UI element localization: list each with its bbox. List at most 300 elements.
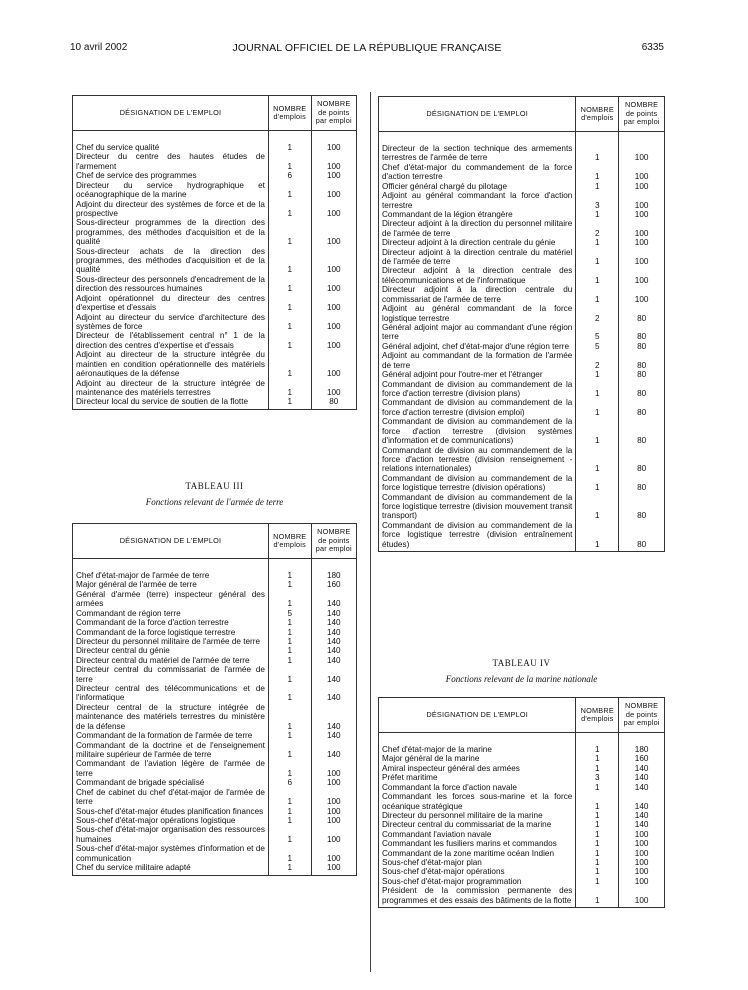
table-row bbox=[379, 877, 665, 886]
row-designation: Directeur adjoint à la direction centrale du matériel de l'armée de terre bbox=[379, 248, 576, 267]
table-row bbox=[73, 656, 357, 665]
row-count: 1 bbox=[576, 285, 619, 304]
row-points: 100 bbox=[634, 895, 649, 905]
table-row bbox=[73, 294, 357, 313]
row-count: 1 bbox=[576, 754, 619, 763]
row-count: 1 bbox=[576, 163, 619, 182]
table-row bbox=[73, 816, 357, 825]
table-row bbox=[379, 323, 665, 342]
row-count: 6 bbox=[268, 171, 311, 180]
row-points: 100 bbox=[326, 768, 341, 778]
issue-date: 10 avril 2002 bbox=[70, 42, 128, 53]
row-points: 80 bbox=[637, 407, 647, 417]
row-points: 140 bbox=[634, 782, 649, 792]
table-row bbox=[73, 275, 357, 294]
row-designation: Major général de l'armée de terre bbox=[73, 580, 269, 589]
table-row bbox=[379, 839, 665, 848]
row-count: 1 bbox=[268, 844, 311, 863]
row-count: 1 bbox=[268, 684, 311, 703]
row-designation: Sous-chef d'état-major plan bbox=[379, 858, 576, 867]
row-points: 100 bbox=[326, 340, 341, 350]
table-row bbox=[73, 628, 357, 637]
row-designation: Directeur du service hydrographique et océanographique de la marine bbox=[73, 181, 269, 200]
row-count: 1 bbox=[268, 350, 311, 378]
row-designation: Commandant de région terre bbox=[73, 609, 269, 618]
row-points: 140 bbox=[326, 655, 341, 665]
col-header-count: NOMBRE d'emplois bbox=[576, 97, 619, 132]
table-row bbox=[73, 618, 357, 627]
table-row bbox=[73, 350, 357, 378]
row-count: 1 bbox=[268, 759, 311, 778]
row-count: 1 bbox=[576, 132, 619, 163]
table-row bbox=[379, 380, 665, 399]
table-row bbox=[379, 792, 665, 811]
table-row bbox=[379, 764, 665, 773]
table-row bbox=[73, 807, 357, 816]
row-designation: Directeur de l'établissement central n° 1 de la direction des centres d'expertise et d'essais bbox=[73, 331, 269, 350]
table-row bbox=[379, 830, 665, 839]
row-count: 1 bbox=[576, 764, 619, 773]
row-designation: Directeur central du matériel de l'armée de terre bbox=[73, 656, 269, 665]
row-designation: Sous-chef d'état-major organisation des ressources humaines bbox=[73, 825, 269, 844]
row-designation: Chef de service des programmes bbox=[73, 171, 269, 180]
table-row bbox=[73, 181, 357, 200]
table-row bbox=[379, 132, 665, 163]
row-designation: Commandant de division au commandement de la force logistique terrestre (division mouvement transit transport) bbox=[379, 493, 576, 521]
row-count: 1 bbox=[268, 807, 311, 816]
row-points: 140 bbox=[634, 820, 649, 830]
row-points: 100 bbox=[326, 863, 341, 873]
row-points: 100 bbox=[634, 275, 649, 285]
row-count: 1 bbox=[268, 628, 311, 637]
row-designation: Sous-chef d'état-major programmation bbox=[379, 877, 576, 886]
row-designation: Commandant de division au commandement de la force logistique terrestre (division entraînement études) bbox=[379, 521, 576, 552]
row-count: 1 bbox=[576, 182, 619, 191]
row-designation: Sous-directeur achats de la direction des programmes, des méthodes d'acquisition et de la qualité bbox=[73, 247, 269, 275]
tableau-iv-table bbox=[378, 697, 665, 908]
row-designation: Commandant de division au commandement de la force d'action terrestre (division plans) bbox=[379, 380, 576, 399]
row-count: 6 bbox=[268, 778, 311, 787]
row-points: 80 bbox=[637, 539, 647, 549]
row-count: 1 bbox=[268, 379, 311, 398]
row-count: 1 bbox=[576, 811, 619, 820]
table-row bbox=[379, 811, 665, 820]
row-designation: Chef du service militaire adapté bbox=[73, 863, 269, 875]
row-count: 1 bbox=[576, 877, 619, 886]
table-row bbox=[379, 342, 665, 351]
row-points: 80 bbox=[637, 511, 647, 521]
row-count: 1 bbox=[576, 521, 619, 552]
row-count: 1 bbox=[268, 618, 311, 627]
row-designation: Chef de cabinet du chef d'état-major de l'armée de terre bbox=[73, 788, 269, 807]
row-designation: Général adjoint pour l'outre-mer et l'étranger bbox=[379, 370, 576, 379]
row-points: 100 bbox=[326, 387, 341, 397]
table-row bbox=[379, 820, 665, 829]
table-row bbox=[379, 733, 665, 755]
table-row bbox=[73, 637, 357, 646]
row-count: 1 bbox=[268, 665, 311, 684]
table-row bbox=[73, 331, 357, 350]
row-designation: Directeur central du commissariat de la marine bbox=[379, 820, 576, 829]
row-designation: Directeur central du commissariat de l'armée de terre bbox=[73, 665, 269, 684]
table-row bbox=[73, 397, 357, 409]
table-row bbox=[73, 379, 357, 398]
row-count: 1 bbox=[576, 417, 619, 445]
row-designation: Président de la commission permanente des programmes et des essais des bâtiments de la flotte bbox=[379, 886, 576, 907]
row-count: 1 bbox=[268, 275, 311, 294]
row-points: 100 bbox=[634, 867, 649, 877]
row-designation: Adjoint au directeur de la structure intégrée de maintenance des matériels terrestres bbox=[73, 379, 269, 398]
row-count: 1 bbox=[268, 590, 311, 609]
row-designation: Directeur du centre des hautes études de l'armement bbox=[73, 152, 269, 171]
row-designation: Directeur du personnel militaire de la marine bbox=[379, 811, 576, 820]
table-row bbox=[73, 788, 357, 807]
row-points: 80 bbox=[637, 388, 647, 398]
table-row bbox=[379, 867, 665, 876]
table-row bbox=[379, 773, 665, 782]
tableau-iv-caption bbox=[378, 658, 665, 684]
table-row bbox=[73, 665, 357, 684]
row-designation: Commandant de division au commandement de la force d'action terrestre (division renseignement - relations internationales) bbox=[379, 446, 576, 474]
row-designation: Chef d'état-major de l'armée de terre bbox=[73, 559, 269, 581]
row-designation: Directeur adjoint à la direction centrale du commissariat de l'armée de terre bbox=[379, 285, 576, 304]
table-row bbox=[379, 266, 665, 285]
row-designation: Commandant de division au commandement de la force logistique terrestre (division opérations) bbox=[379, 474, 576, 493]
row-points: 140 bbox=[326, 693, 341, 703]
row-count: 1 bbox=[268, 731, 311, 740]
table-continuation-left bbox=[72, 95, 357, 410]
row-count: 1 bbox=[268, 200, 311, 219]
row-designation: Directeur de la section technique des armements terrestres de l'armée de terre bbox=[379, 132, 576, 163]
table-row bbox=[73, 646, 357, 655]
row-designation: Directeur local du service de soutien de la flotte bbox=[73, 397, 269, 409]
row-points: 100 bbox=[326, 143, 341, 152]
page-header bbox=[70, 42, 664, 56]
row-designation: Chef du service qualité bbox=[73, 131, 269, 153]
table-row bbox=[379, 886, 665, 907]
row-count: 1 bbox=[576, 493, 619, 521]
col-header-points: NOMBRE de points par emploi bbox=[311, 524, 356, 559]
row-points: 100 bbox=[326, 237, 341, 247]
row-count: 2 bbox=[576, 351, 619, 370]
row-designation: Commandant de la doctrine et de l'enseignement militaire supérieur de l'armée de terre bbox=[73, 741, 269, 760]
row-points: 100 bbox=[634, 876, 649, 886]
row-count: 1 bbox=[268, 656, 311, 665]
col-header-points: NOMBRE de points par emploi bbox=[619, 97, 665, 132]
table-row bbox=[73, 609, 357, 618]
row-count: 1 bbox=[576, 849, 619, 858]
row-designation: Commandant de brigade spécialisé bbox=[73, 778, 269, 787]
row-points: 100 bbox=[634, 848, 649, 858]
row-designation: Sous-chef d'état-major opérations logistique bbox=[73, 816, 269, 825]
row-designation: Commandant de division au commandement de la force d'action terrestre (division emploi) bbox=[379, 398, 576, 417]
row-points: 100 bbox=[326, 208, 341, 218]
journal-title: JOURNAL OFFICIEL DE LA RÉPUBLIQUE FRANÇAISE bbox=[232, 42, 502, 54]
table-row bbox=[379, 219, 665, 238]
row-designation: Directeur central du génie bbox=[73, 646, 269, 655]
row-points: 140 bbox=[326, 599, 341, 609]
table-row bbox=[379, 182, 665, 191]
row-designation: Commandant de la force d'action terrestre bbox=[73, 618, 269, 627]
row-points: 100 bbox=[634, 829, 649, 839]
row-count: 1 bbox=[268, 825, 311, 844]
table-row bbox=[73, 247, 357, 275]
col-header-count: NOMBRE d'emplois bbox=[268, 96, 311, 131]
row-points: 100 bbox=[326, 853, 341, 863]
page-number: 6335 bbox=[641, 42, 664, 53]
row-count: 5 bbox=[576, 342, 619, 351]
table-row bbox=[73, 152, 357, 171]
row-designation: Commandant les fusiliers marins et commandos bbox=[379, 839, 576, 848]
row-designation: Directeur adjoint à la direction centrale des télécommunications et de l'informatique bbox=[379, 266, 576, 285]
row-designation: Directeur adjoint à la direction du personnel militaire de l'armée de terre bbox=[379, 219, 576, 238]
row-points: 140 bbox=[326, 750, 341, 760]
col-header-designation: DÉSIGNATION DE L'EMPLOI bbox=[379, 97, 576, 132]
row-points: 100 bbox=[326, 369, 341, 379]
col-header-designation: DÉSIGNATION DE L'EMPLOI bbox=[379, 698, 576, 733]
table-row bbox=[379, 304, 665, 323]
row-designation: Officier général chargé du pilotage bbox=[379, 182, 576, 191]
row-points: 100 bbox=[326, 778, 341, 788]
row-points: 140 bbox=[634, 801, 649, 811]
row-points: 100 bbox=[326, 161, 341, 171]
col-header-designation: DÉSIGNATION DE L'EMPLOI bbox=[73, 96, 269, 131]
row-count: 1 bbox=[268, 816, 311, 825]
table-row bbox=[73, 703, 357, 731]
row-points: 100 bbox=[326, 806, 341, 816]
row-points: 100 bbox=[326, 303, 341, 313]
row-points: 140 bbox=[634, 810, 649, 820]
row-count: 1 bbox=[268, 580, 311, 589]
table-row bbox=[379, 351, 665, 370]
tableau-iv-title: TABLEAU IV bbox=[492, 658, 551, 668]
table-row bbox=[73, 863, 357, 875]
row-points: 80 bbox=[637, 313, 647, 323]
row-count: 1 bbox=[268, 703, 311, 731]
row-designation: Adjoint du directeur des systèmes de force et de la prospective bbox=[73, 200, 269, 219]
row-points: 140 bbox=[326, 627, 341, 637]
row-points: 160 bbox=[634, 754, 649, 764]
row-count: 1 bbox=[576, 398, 619, 417]
table-row bbox=[379, 398, 665, 417]
row-points: 100 bbox=[634, 181, 649, 191]
row-points: 80 bbox=[637, 436, 647, 446]
row-points: 140 bbox=[326, 721, 341, 731]
row-points: 100 bbox=[326, 815, 341, 825]
row-count: 1 bbox=[268, 331, 311, 350]
row-designation: Général adjoint major au commandant d'une région terre bbox=[379, 323, 576, 342]
row-designation: Sous-chef d'état-major systèmes d'information et de communication bbox=[73, 844, 269, 863]
row-designation: Chef d'état-major du commandement de la force d'action terrestre bbox=[379, 163, 576, 182]
row-designation: Adjoint opérationnel du directeur des centres d'expertise et d'essais bbox=[73, 294, 269, 313]
row-count: 1 bbox=[576, 830, 619, 839]
row-count: 1 bbox=[268, 247, 311, 275]
row-designation: Adjoint au commandant de la formation de l'armée de terre bbox=[379, 351, 576, 370]
row-designation: Adjoint au directeur de la structure intégrée du maintien en condition opérationnelle des matériels aéronautiques de la défense bbox=[73, 350, 269, 378]
row-points: 100 bbox=[634, 228, 649, 238]
table-row bbox=[379, 474, 665, 493]
table-row bbox=[379, 493, 665, 521]
row-designation: Adjoint au directeur du service d'architecture des systèmes de force bbox=[73, 313, 269, 332]
table-row bbox=[73, 171, 357, 180]
row-points: 180 bbox=[634, 745, 649, 754]
table-row bbox=[379, 754, 665, 763]
row-points: 80 bbox=[637, 370, 647, 380]
column-divider bbox=[370, 92, 371, 972]
row-designation: Général adjoint, chef d'état-major d'une région terre bbox=[379, 342, 576, 351]
row-points: 100 bbox=[326, 322, 341, 332]
row-designation: Préfet maritime bbox=[379, 773, 576, 782]
table-continuation-right bbox=[378, 96, 665, 552]
row-designation: Directeur central de la structure intégrée de maintenance des matériels terrestres du ministère de la défense bbox=[73, 703, 269, 731]
row-points: 100 bbox=[634, 858, 649, 868]
row-count: 1 bbox=[268, 741, 311, 760]
row-points: 100 bbox=[326, 190, 341, 200]
row-designation: Adjoint au général commandant de la force logistique terrestre bbox=[379, 304, 576, 323]
row-count: 1 bbox=[576, 370, 619, 379]
table-row bbox=[73, 590, 357, 609]
row-designation: Amiral inspecteur général des armées bbox=[379, 764, 576, 773]
row-points: 100 bbox=[634, 839, 649, 849]
row-count: 1 bbox=[576, 839, 619, 848]
table-row bbox=[73, 580, 357, 589]
row-points: 80 bbox=[637, 464, 647, 474]
table-row bbox=[73, 131, 357, 153]
row-count: 1 bbox=[576, 792, 619, 811]
row-count: 1 bbox=[268, 788, 311, 807]
table-row bbox=[73, 559, 357, 581]
row-points: 100 bbox=[326, 797, 341, 807]
row-count: 1 bbox=[576, 210, 619, 219]
row-designation: Commandant de la force logistique terrestre bbox=[73, 628, 269, 637]
row-count: 1 bbox=[268, 152, 311, 171]
table-row bbox=[73, 778, 357, 787]
row-count: 1 bbox=[268, 637, 311, 646]
row-designation: Commandant de l'aviation légère de l'armée de terre bbox=[73, 759, 269, 778]
col-header-points: NOMBRE de points par emploi bbox=[619, 698, 665, 733]
row-points: 100 bbox=[634, 209, 649, 219]
row-designation: Adjoint au général commandant la force d'action terrestre bbox=[379, 191, 576, 210]
tableau-iii-title: TABLEAU III bbox=[185, 481, 244, 491]
row-count: 1 bbox=[576, 783, 619, 792]
table-row bbox=[379, 417, 665, 445]
row-points: 100 bbox=[326, 284, 341, 294]
row-count: 3 bbox=[576, 191, 619, 210]
row-points: 100 bbox=[634, 238, 649, 248]
row-count: 1 bbox=[268, 218, 311, 246]
row-count: 5 bbox=[576, 323, 619, 342]
row-points: 140 bbox=[326, 608, 341, 618]
row-count: 5 bbox=[268, 609, 311, 618]
row-points: 140 bbox=[634, 763, 649, 773]
row-points: 80 bbox=[329, 397, 339, 407]
tableau-iv-subtitle: Fonctions relevant de la marine nationale bbox=[445, 674, 598, 684]
row-points: 100 bbox=[634, 153, 649, 163]
row-count: 3 bbox=[576, 773, 619, 782]
row-points: 100 bbox=[634, 257, 649, 267]
table-row bbox=[379, 238, 665, 247]
row-count: 1 bbox=[576, 380, 619, 399]
row-count: 1 bbox=[268, 131, 311, 153]
row-count: 1 bbox=[576, 733, 619, 755]
table-row bbox=[379, 285, 665, 304]
row-designation: Directeur central des télécommunications et de l'informatique bbox=[73, 684, 269, 703]
table-row bbox=[379, 521, 665, 552]
row-points: 80 bbox=[637, 360, 647, 370]
row-count: 1 bbox=[576, 820, 619, 829]
row-count: 1 bbox=[268, 181, 311, 200]
row-designation: Général d'armée (terre) inspecteur général des armées bbox=[73, 590, 269, 609]
row-count: 1 bbox=[268, 863, 311, 875]
row-points: 80 bbox=[637, 483, 647, 493]
row-designation: Commandant les forces sous-marine et la force océanique stratégique bbox=[379, 792, 576, 811]
row-count: 1 bbox=[576, 248, 619, 267]
row-count: 1 bbox=[576, 867, 619, 876]
row-points: 80 bbox=[637, 332, 647, 342]
table-row bbox=[73, 741, 357, 760]
table-row bbox=[73, 825, 357, 844]
row-designation: Directeur adjoint à la direction centrale du génie bbox=[379, 238, 576, 247]
row-designation: Commandant de la légion étrangère bbox=[379, 210, 576, 219]
row-points: 100 bbox=[634, 172, 649, 182]
table-row bbox=[379, 248, 665, 267]
row-points: 100 bbox=[634, 294, 649, 304]
row-count: 1 bbox=[576, 238, 619, 247]
row-count: 1 bbox=[576, 266, 619, 285]
table-row bbox=[379, 858, 665, 867]
table-row bbox=[73, 200, 357, 219]
table-row bbox=[379, 849, 665, 858]
row-points: 160 bbox=[326, 580, 341, 590]
row-designation: Sous-chef d'état-major études planification finances bbox=[73, 807, 269, 816]
row-points: 180 bbox=[326, 571, 341, 580]
col-header-designation: DÉSIGNATION DE L'EMPLOI bbox=[73, 524, 269, 559]
row-designation: Sous-directeur des personnels d'encadrement de la direction des ressources humaines bbox=[73, 275, 269, 294]
table-row bbox=[73, 731, 357, 740]
row-points: 140 bbox=[634, 773, 649, 783]
row-points: 100 bbox=[326, 171, 341, 181]
row-count: 2 bbox=[576, 219, 619, 238]
table-row bbox=[73, 759, 357, 778]
row-points: 140 bbox=[326, 636, 341, 646]
table-row bbox=[73, 844, 357, 863]
row-count: 1 bbox=[268, 397, 311, 409]
table-row bbox=[379, 370, 665, 379]
row-designation: Commandant la force d'action navale bbox=[379, 783, 576, 792]
col-header-count: NOMBRE d'emplois bbox=[576, 698, 619, 733]
row-count: 1 bbox=[268, 559, 311, 581]
row-designation: Directeur du personnel militaire de l'armée de terre bbox=[73, 637, 269, 646]
table-row bbox=[73, 313, 357, 332]
tableau-iii-table bbox=[72, 523, 357, 876]
row-points: 80 bbox=[637, 341, 647, 351]
row-points: 140 bbox=[326, 731, 341, 741]
col-header-count: NOMBRE d'emplois bbox=[268, 524, 311, 559]
row-points: 100 bbox=[326, 265, 341, 275]
row-count: 2 bbox=[576, 304, 619, 323]
row-designation: Sous-chef d'état-major opérations bbox=[379, 867, 576, 876]
table-row bbox=[379, 191, 665, 210]
tableau-iii-subtitle: Fonctions relevant de l'armée de terre bbox=[145, 497, 284, 507]
row-designation: Commandant l'aviation navale bbox=[379, 830, 576, 839]
row-points: 140 bbox=[326, 674, 341, 684]
row-points: 100 bbox=[326, 834, 341, 844]
row-count: 1 bbox=[576, 886, 619, 907]
row-points: 100 bbox=[634, 200, 649, 210]
row-points: 140 bbox=[326, 618, 341, 628]
row-count: 1 bbox=[576, 858, 619, 867]
row-designation: Major général de la marine bbox=[379, 754, 576, 763]
